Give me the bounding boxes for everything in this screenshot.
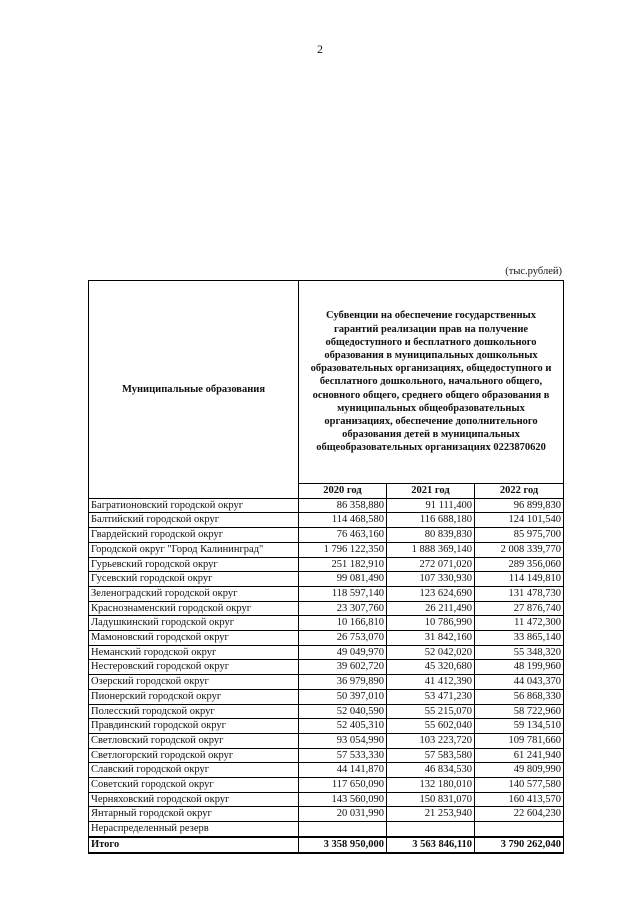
table-row [89,498,564,513]
value-2022: 22 604,230 [475,807,564,822]
municipality-name: Янтарный городской округ [89,807,299,822]
value-2020: 52 405,310 [299,719,387,734]
value-2021: 132 180,010 [387,778,475,793]
municipality-name: Неманский городской округ [89,645,299,660]
value-2021: 53 471,230 [387,689,475,704]
municipality-name: Правдинский городской округ [89,719,299,734]
value-2022: 48 199,960 [475,660,564,675]
value-2021: 80 839,830 [387,528,475,543]
value-2022: 44 043,370 [475,675,564,690]
municipality-name: Ладушкинский городской округ [89,616,299,631]
table-row [89,778,564,793]
value-2021: 272 071,020 [387,557,475,572]
value-2020: 23 307,760 [299,601,387,616]
value-2021: 10 786,990 [387,616,475,631]
value-2020: 52 040,590 [299,704,387,719]
table-row [89,572,564,587]
municipality-name: Нераспределенный резерв [89,822,299,837]
municipality-name: Гусевский городской округ [89,572,299,587]
value-2021: 1 888 369,140 [387,542,475,557]
value-2021: 46 834,530 [387,763,475,778]
value-2022: 61 241,940 [475,748,564,763]
municipality-name: Багратионовский городской округ [89,498,299,513]
value-2021: 41 412,390 [387,675,475,690]
municipality-name: Пионерский городской округ [89,689,299,704]
year-2022-header: 2022 год [475,484,564,499]
table-row [89,528,564,543]
table-row [89,719,564,734]
header-subsidy-description: Субвенции на обеспечение государственных гарантий реализации прав на получение общедоступного и бесплатного дошкольного образования в муниципальных дошкольных образовательных организациях, общедоступного и бесплатного дошкольного, начального общего, основного общего, среднего общего образования в муниципальных общеобразовательных организациях, обеспечение дополнительного образования детей в муниципальных общеобразовательных организациях 0223870620 [299,281,564,484]
municipality-name: Светловский городской округ [89,733,299,748]
value-2020: 57 533,330 [299,748,387,763]
municipality-name: Зеленоградский городской округ [89,586,299,601]
value-2020: 20 031,990 [299,807,387,822]
table-row [89,822,564,837]
municipality-name: Мамоновский городской округ [89,631,299,646]
total-2020: 3 358 950,000 [299,837,387,853]
value-2022: 33 865,140 [475,631,564,646]
value-2020: 118 597,140 [299,586,387,601]
value-2021: 107 330,930 [387,572,475,587]
table-row [89,675,564,690]
value-2022: 2 008 339,770 [475,542,564,557]
table-row [89,586,564,601]
municipality-name: Балтийский городской округ [89,513,299,528]
total-label: Итого [89,837,299,853]
table-row [89,513,564,528]
year-2020-header: 2020 год [299,484,387,499]
value-2022: 49 809,990 [475,763,564,778]
value-2020: 49 049,970 [299,645,387,660]
value-2020: 39 602,720 [299,660,387,675]
table-row [89,557,564,572]
value-2021: 57 583,580 [387,748,475,763]
table-row [89,733,564,748]
value-2020: 50 397,010 [299,689,387,704]
value-2022: 55 348,320 [475,645,564,660]
value-2022: 289 356,060 [475,557,564,572]
value-2021: 116 688,180 [387,513,475,528]
table-body [89,281,564,853]
value-2021: 103 223,720 [387,733,475,748]
value-2020: 26 753,070 [299,631,387,646]
value-2020: 76 463,160 [299,528,387,543]
value-2020: 114 468,580 [299,513,387,528]
total-2021: 3 563 846,110 [387,837,475,853]
value-2022: 131 478,730 [475,586,564,601]
municipality-name: Нестеровский городской округ [89,660,299,675]
table-row [89,704,564,719]
value-2021: 45 320,680 [387,660,475,675]
subsidy-table [88,280,564,854]
value-2020: 99 081,490 [299,572,387,587]
municipality-name: Славский городской округ [89,763,299,778]
value-2021: 26 211,490 [387,601,475,616]
value-2020: 93 054,990 [299,733,387,748]
table-row [89,631,564,646]
municipality-name: Советский городской округ [89,778,299,793]
value-2022: 11 472,300 [475,616,564,631]
value-2022: 114 149,810 [475,572,564,587]
value-2022 [475,822,564,837]
table-row [89,660,564,675]
value-2022: 124 101,540 [475,513,564,528]
municipality-name: Краснознаменский городской округ [89,601,299,616]
municipality-name: Городской округ "Город Калининград" [89,542,299,557]
value-2020: 1 796 122,350 [299,542,387,557]
table-row [89,542,564,557]
value-2022: 59 134,510 [475,719,564,734]
table-row [89,601,564,616]
value-2022: 85 975,700 [475,528,564,543]
table-row [89,748,564,763]
municipality-name: Гвардейский городской округ [89,528,299,543]
units-label: (тыс.рублей) [505,266,562,277]
table-row [89,689,564,704]
value-2022: 96 899,830 [475,498,564,513]
total-row [89,837,564,853]
value-2021: 123 624,690 [387,586,475,601]
table-row [89,807,564,822]
year-2021-header: 2021 год [387,484,475,499]
table-row [89,645,564,660]
municipality-name: Озерский городской округ [89,675,299,690]
value-2022: 58 722,960 [475,704,564,719]
value-2020: 143 560,090 [299,792,387,807]
value-2020: 10 166,810 [299,616,387,631]
value-2022: 27 876,740 [475,601,564,616]
table-row [89,792,564,807]
table-row [89,763,564,778]
value-2022: 140 577,580 [475,778,564,793]
value-2021: 55 602,040 [387,719,475,734]
total-2022: 3 790 262,040 [475,837,564,853]
value-2020 [299,822,387,837]
value-2022: 160 413,570 [475,792,564,807]
value-2020: 44 141,870 [299,763,387,778]
header-row [89,281,564,484]
value-2021: 150 831,070 [387,792,475,807]
value-2021: 52 042,020 [387,645,475,660]
value-2020: 117 650,090 [299,778,387,793]
value-2021: 91 111,400 [387,498,475,513]
value-2021: 31 842,160 [387,631,475,646]
value-2020: 251 182,910 [299,557,387,572]
page-number: 2 [317,42,323,56]
value-2020: 86 358,880 [299,498,387,513]
municipality-name: Гурьевский городской округ [89,557,299,572]
municipality-name: Черняховский городской округ [89,792,299,807]
header-municipalities: Муниципальные образования [89,281,299,499]
value-2021: 21 253,940 [387,807,475,822]
value-2022: 109 781,660 [475,733,564,748]
value-2021 [387,822,475,837]
table-row [89,616,564,631]
municipality-name: Светлогорский городской округ [89,748,299,763]
municipality-name: Полесский городской округ [89,704,299,719]
value-2020: 36 979,890 [299,675,387,690]
value-2021: 55 215,070 [387,704,475,719]
value-2022: 56 868,330 [475,689,564,704]
